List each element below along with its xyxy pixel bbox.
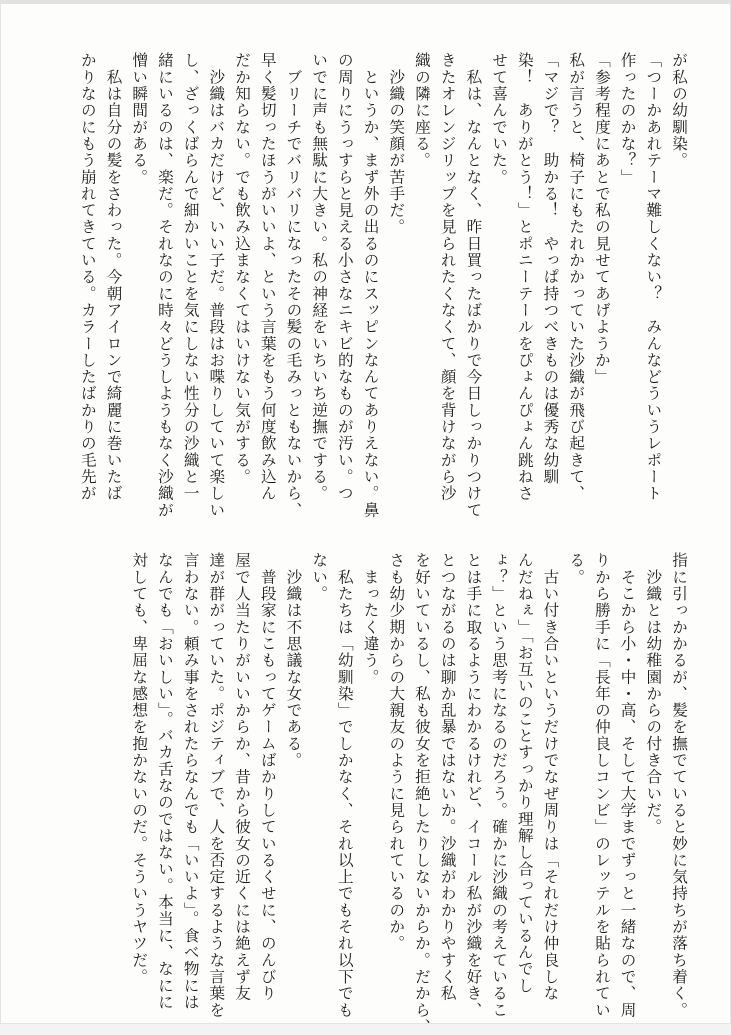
text-column: ょ？」という思考になるのだろう。確かに沙織の考えているこ bbox=[490, 552, 509, 1019]
text-column: さも幼少期からの大親友のように見られているのか。 bbox=[387, 552, 406, 952]
text-column: 私は自分の髪をさわった。今朝アイロンで綺麗に巻いたば bbox=[104, 52, 123, 502]
text-column: ない。 bbox=[310, 552, 329, 602]
text-column: りから勝手に「長年の仲良しコンビ」のレッテルを貼られてい bbox=[592, 552, 611, 1019]
text-column: 染！ ありがとう！」とポニーテールをぴょんぴょん跳ねさ bbox=[515, 52, 534, 502]
text-column: とは手に取るようにわかるけれど、イコール私が沙織を好き、 bbox=[464, 552, 483, 1019]
text-column: いでに声も無駄に大きい。私の神経をいちいち逆撫でする。 bbox=[310, 52, 329, 502]
text-column: 普段家にこもってゲームばかりしているくせに、のんびり bbox=[258, 552, 277, 1002]
text-column: 対しても、卑屈な感想を抱かないのだ。そういうヤツだ。 bbox=[130, 552, 149, 985]
page-top-edge bbox=[0, 0, 731, 4]
text-column: 言わない。頼み事をされたらなんでも「いいよ」。食べ物には bbox=[181, 552, 200, 1011]
text-column: の周りにうっすらと見える小さなニキビ的なものが汚い。つ bbox=[335, 52, 354, 502]
text-column: 私は、なんとなく、昨日買ったばかりで今日しっかりつけて bbox=[464, 52, 483, 519]
text-column: 沙織は不思議な女である。 bbox=[284, 552, 303, 769]
text-column: 緒にいるのは、楽だ。それなのに時々どうしようもなく沙織が bbox=[155, 52, 174, 519]
text-column: きたオレンジリップを見られたくなくて、顔を背けながら沙 bbox=[438, 52, 457, 502]
text-column: まったく違う。 bbox=[361, 552, 380, 686]
text-column: そこから小・中・高、そして大学までずっと一緒なので、周 bbox=[618, 552, 637, 1019]
upper-text-block bbox=[78, 52, 691, 519]
text-column: 屋で人当たりがいいからか、昔から彼女の近くには絶えず友 bbox=[233, 552, 252, 1002]
text-column: 私が言うと、椅子にもたれかかっていた沙織が飛び起きて、 bbox=[567, 52, 586, 502]
text-column: る。 bbox=[567, 552, 586, 586]
text-column: 作ったのかな？」 bbox=[618, 52, 637, 186]
text-column: せて喜んでいた。 bbox=[490, 52, 509, 186]
text-column: が私の幼馴染。 bbox=[670, 52, 688, 169]
text-column: 「つーかあれテーマ難しくない？ みんなどういうレポート bbox=[644, 52, 663, 502]
text-column: ブリーチでバリバリになったその髪の毛みっともないから、 bbox=[284, 52, 303, 519]
text-column: というか、まず外の出るのにスッピンなんてありえない。鼻 bbox=[361, 52, 380, 519]
text-column: 「マジで？ 助かる！ やっぱ持つべきものは優秀な幼馴 bbox=[541, 52, 560, 485]
text-column: 指に引っかかるが、髪を撫でていると妙に気持ちが落ち着く。 bbox=[670, 552, 688, 1019]
text-column: し、ざっくばらんで細かいことを気にしない性分の沙織と一 bbox=[181, 52, 200, 502]
text-column: 早く髪切ったほうがいいよ、という言葉をもう何度飲み込ん bbox=[258, 52, 277, 502]
text-column: かりなのにもう崩れてきている。カラーしたばかりの毛先が bbox=[78, 52, 97, 502]
text-column: なんでも「おいしい」。バカ舌なのではない。本当に、なにに bbox=[155, 552, 174, 1011]
text-column: 古い付き合いというだけでなぜ周りは「それだけ仲良しな bbox=[541, 552, 560, 1002]
text-column: だか知らない。でも飲み込まなくてはいけない気がする。 bbox=[233, 52, 252, 485]
text-column: を好いているし、私も彼女を拒絶したりしないからか。だから、 bbox=[412, 552, 431, 1035]
text-column: 私たちは「幼馴染」でしかなく、それ以上でもそれ以下でも bbox=[335, 552, 354, 1019]
text-column: んだねぇ」「お互いのことすっかり理解し合っているんでし bbox=[515, 552, 534, 994]
text-column: 「参考程度にあとで私の見せてあげようか」 bbox=[592, 52, 611, 385]
text-column: 織の隣に座る。 bbox=[412, 52, 431, 169]
text-column: 憎い瞬間がある。 bbox=[130, 52, 149, 186]
text-column: とつながるのは聊か乱暴ではないか。沙織がわかりやすく私 bbox=[438, 552, 457, 1002]
text-column: 達が群がっていた。ポジティブで、人を否定するような言葉を bbox=[207, 552, 226, 1019]
text-column: 沙織の笑顔が苦手だ。 bbox=[387, 52, 406, 236]
text-column: 沙織はバカだけど、いい子だ。普段はお喋りしていて楽しい bbox=[207, 52, 226, 519]
text-column: 沙織とは幼稚園からの付き合いだ。 bbox=[644, 552, 663, 836]
lower-text-block bbox=[51, 552, 691, 1035]
